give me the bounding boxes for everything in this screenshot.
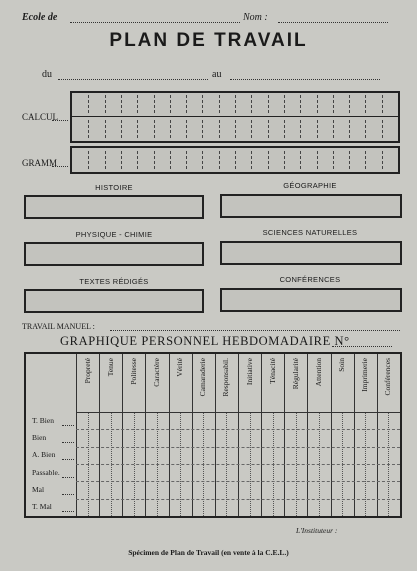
- graph-column-line: [284, 354, 285, 516]
- grid-cell-separator: [186, 120, 187, 138]
- graph-column-label: Caractère: [152, 358, 161, 387]
- grid-cell-separator: [365, 95, 366, 113]
- grid-cell-separator: [349, 151, 350, 169]
- grid-cell-separator: [219, 120, 220, 138]
- physique-box[interactable]: [24, 242, 204, 266]
- geographie-box[interactable]: [220, 194, 402, 218]
- textes-box[interactable]: [24, 289, 204, 313]
- grid-cell-separator: [121, 120, 122, 138]
- grid-cell-separator: [202, 95, 203, 113]
- graph-column-label: Imprimerie: [360, 358, 370, 392]
- graph-column-label: Soin: [337, 358, 347, 372]
- grid-cell-separator: [121, 95, 122, 113]
- grid-cell-separator: [154, 151, 155, 169]
- grid-cell-separator: [284, 151, 285, 169]
- graph-grid[interactable]: [24, 352, 402, 518]
- grid-cell-separator: [235, 95, 236, 113]
- grid-cell-separator: [186, 95, 187, 113]
- graph-row-line: [76, 447, 400, 448]
- graph-column-line: [145, 354, 146, 516]
- du-label: du: [42, 69, 52, 80]
- sciences-label: SCIENCES NATURELLES: [262, 228, 358, 237]
- grid-cell-separator: [284, 95, 285, 113]
- graph-level-label: T. Bien: [32, 415, 54, 425]
- grid-cell-separator: [317, 120, 318, 138]
- grid-cell-separator: [170, 151, 171, 169]
- graph-column-label: Tenue: [105, 358, 115, 377]
- grid-cell-separator: [235, 151, 236, 169]
- grid-cell-separator: [382, 120, 383, 138]
- graph-header-line: [76, 412, 400, 413]
- grid-cell-separator: [170, 95, 171, 113]
- histoire-box[interactable]: [24, 195, 204, 219]
- graph-column-label: Ténacité: [267, 358, 277, 384]
- grid-cell-separator: [317, 151, 318, 169]
- grid-cell-separator: [268, 151, 269, 169]
- grid-cell-separator: [170, 120, 171, 138]
- graph-column-line: [99, 354, 100, 516]
- graph-column-label: Vérité: [175, 358, 185, 377]
- travail-manuel-field[interactable]: [110, 330, 400, 331]
- grid-cell-separator: [251, 95, 252, 113]
- grid-cell-separator: [88, 120, 89, 138]
- grid-cell-separator: [154, 95, 155, 113]
- graph-column-line: [354, 354, 355, 516]
- grid-cell-separator: [382, 151, 383, 169]
- calcul-grid[interactable]: [70, 91, 400, 143]
- graph-column-label: Politesse: [128, 358, 138, 385]
- graph-level-label: A. Bien: [32, 450, 56, 460]
- ecole-field[interactable]: [70, 22, 240, 23]
- graph-column-label: Régularité: [290, 358, 300, 390]
- graph-column-label: Camaraderie: [198, 358, 208, 397]
- grid-cell-separator: [333, 120, 334, 138]
- page-title: PLAN DE TRAVAIL: [109, 30, 308, 51]
- graph-row-line: [76, 429, 400, 430]
- geographie-label: GÉOGRAPHIE: [283, 181, 337, 190]
- graph-column-label: Attention: [314, 358, 323, 387]
- grid-cell-separator: [300, 151, 301, 169]
- grid-cell-separator: [121, 151, 122, 169]
- conferences-box[interactable]: [220, 288, 402, 312]
- histoire-label: HISTOIRE: [95, 183, 133, 192]
- instituteur-label: L'Instituteur :: [296, 526, 338, 535]
- du-field[interactable]: [58, 79, 208, 80]
- calcul-leader: [52, 120, 68, 121]
- au-field[interactable]: [230, 79, 380, 80]
- graph-column-line: [122, 354, 123, 516]
- graph-level-dots: [62, 511, 74, 512]
- conferences-label: CONFÉRENCES: [279, 275, 341, 284]
- grid-cell-separator: [202, 151, 203, 169]
- grid-cell-separator: [300, 120, 301, 138]
- grid-cell-separator: [88, 95, 89, 113]
- grid-cell-separator: [300, 95, 301, 113]
- graph-level-label: Bien: [32, 433, 47, 442]
- grid-cell-separator: [137, 95, 138, 113]
- graph-column-line: [192, 354, 193, 516]
- grid-cell-separator: [235, 120, 236, 138]
- grid-cell-separator: [154, 120, 155, 138]
- graph-column-line: [261, 354, 262, 516]
- graph-column-line: [331, 354, 332, 516]
- grid-cell-separator: [88, 151, 89, 169]
- nom-label: Nom :: [243, 12, 268, 23]
- grid-cell-separator: [365, 120, 366, 138]
- graph-title: GRAPHIQUE PERSONNEL HEBDOMADAIRE N°: [60, 334, 350, 348]
- graph-level-dots: [62, 442, 74, 443]
- calcul-label: CALCUL: [22, 112, 58, 122]
- grid-cell-separator: [382, 95, 383, 113]
- graph-column-label: Propreté: [82, 358, 92, 384]
- graph-column-line: [307, 354, 308, 516]
- ecole-label: Ecole de: [22, 12, 58, 23]
- grid-cell-separator: [251, 151, 252, 169]
- grid-cell-separator: [219, 95, 220, 113]
- graph-column-line: [76, 354, 77, 516]
- grid-cell-separator: [105, 95, 106, 113]
- nom-field[interactable]: [278, 22, 388, 23]
- gramm-grid[interactable]: [70, 146, 400, 174]
- footer-caption: Spécimen de Plan de Travail (en vente à la C.E.L.): [128, 548, 289, 557]
- gramm-leader: [52, 166, 68, 167]
- calcul-divider: [72, 116, 398, 117]
- grid-cell-separator: [105, 120, 106, 138]
- graph-level-label: T. Mal: [32, 502, 52, 512]
- grid-cell-separator: [349, 95, 350, 113]
- gramm-label: GRAMM: [22, 158, 58, 168]
- graph-level-dots: [62, 459, 74, 460]
- grid-cell-separator: [137, 151, 138, 169]
- grid-cell-separator: [219, 151, 220, 169]
- graph-row-line: [76, 464, 400, 465]
- graph-column-label: Initiative: [244, 358, 254, 386]
- grid-cell-separator: [202, 120, 203, 138]
- grid-cell-separator: [317, 95, 318, 113]
- graph-level-label: Passable.: [32, 467, 60, 477]
- au-label: au: [212, 69, 222, 80]
- graph-level-dots: [62, 425, 74, 426]
- graph-row-line: [76, 481, 400, 482]
- graph-column-line: [377, 354, 378, 516]
- grid-cell-separator: [251, 120, 252, 138]
- graph-column-label: Conférences: [383, 358, 393, 396]
- graph-column-label: Responsabil.: [221, 358, 231, 397]
- graph-column-line: [169, 354, 170, 516]
- grid-cell-separator: [365, 151, 366, 169]
- graph-number-field[interactable]: [332, 346, 392, 347]
- graph-row-line: [76, 499, 400, 500]
- graph-level-dots: [62, 477, 74, 478]
- grid-cell-separator: [349, 120, 350, 138]
- grid-cell-separator: [268, 95, 269, 113]
- graph-column-line: [215, 354, 216, 516]
- graph-column-line: [238, 354, 239, 516]
- grid-cell-separator: [333, 95, 334, 113]
- physique-label: PHYSIQUE - CHIMIE: [75, 230, 153, 239]
- grid-cell-separator: [137, 120, 138, 138]
- grid-cell-separator: [333, 151, 334, 169]
- travail-manuel-label: TRAVAIL MANUEL :: [22, 322, 95, 331]
- graph-level-label: Mal: [32, 485, 45, 494]
- grid-cell-separator: [105, 151, 106, 169]
- grid-cell-separator: [268, 120, 269, 138]
- grid-cell-separator: [186, 151, 187, 169]
- grid-cell-separator: [284, 120, 285, 138]
- sciences-box[interactable]: [220, 241, 402, 265]
- graph-level-dots: [62, 494, 74, 495]
- textes-label: TEXTES RÉDIGÉS: [79, 277, 149, 286]
